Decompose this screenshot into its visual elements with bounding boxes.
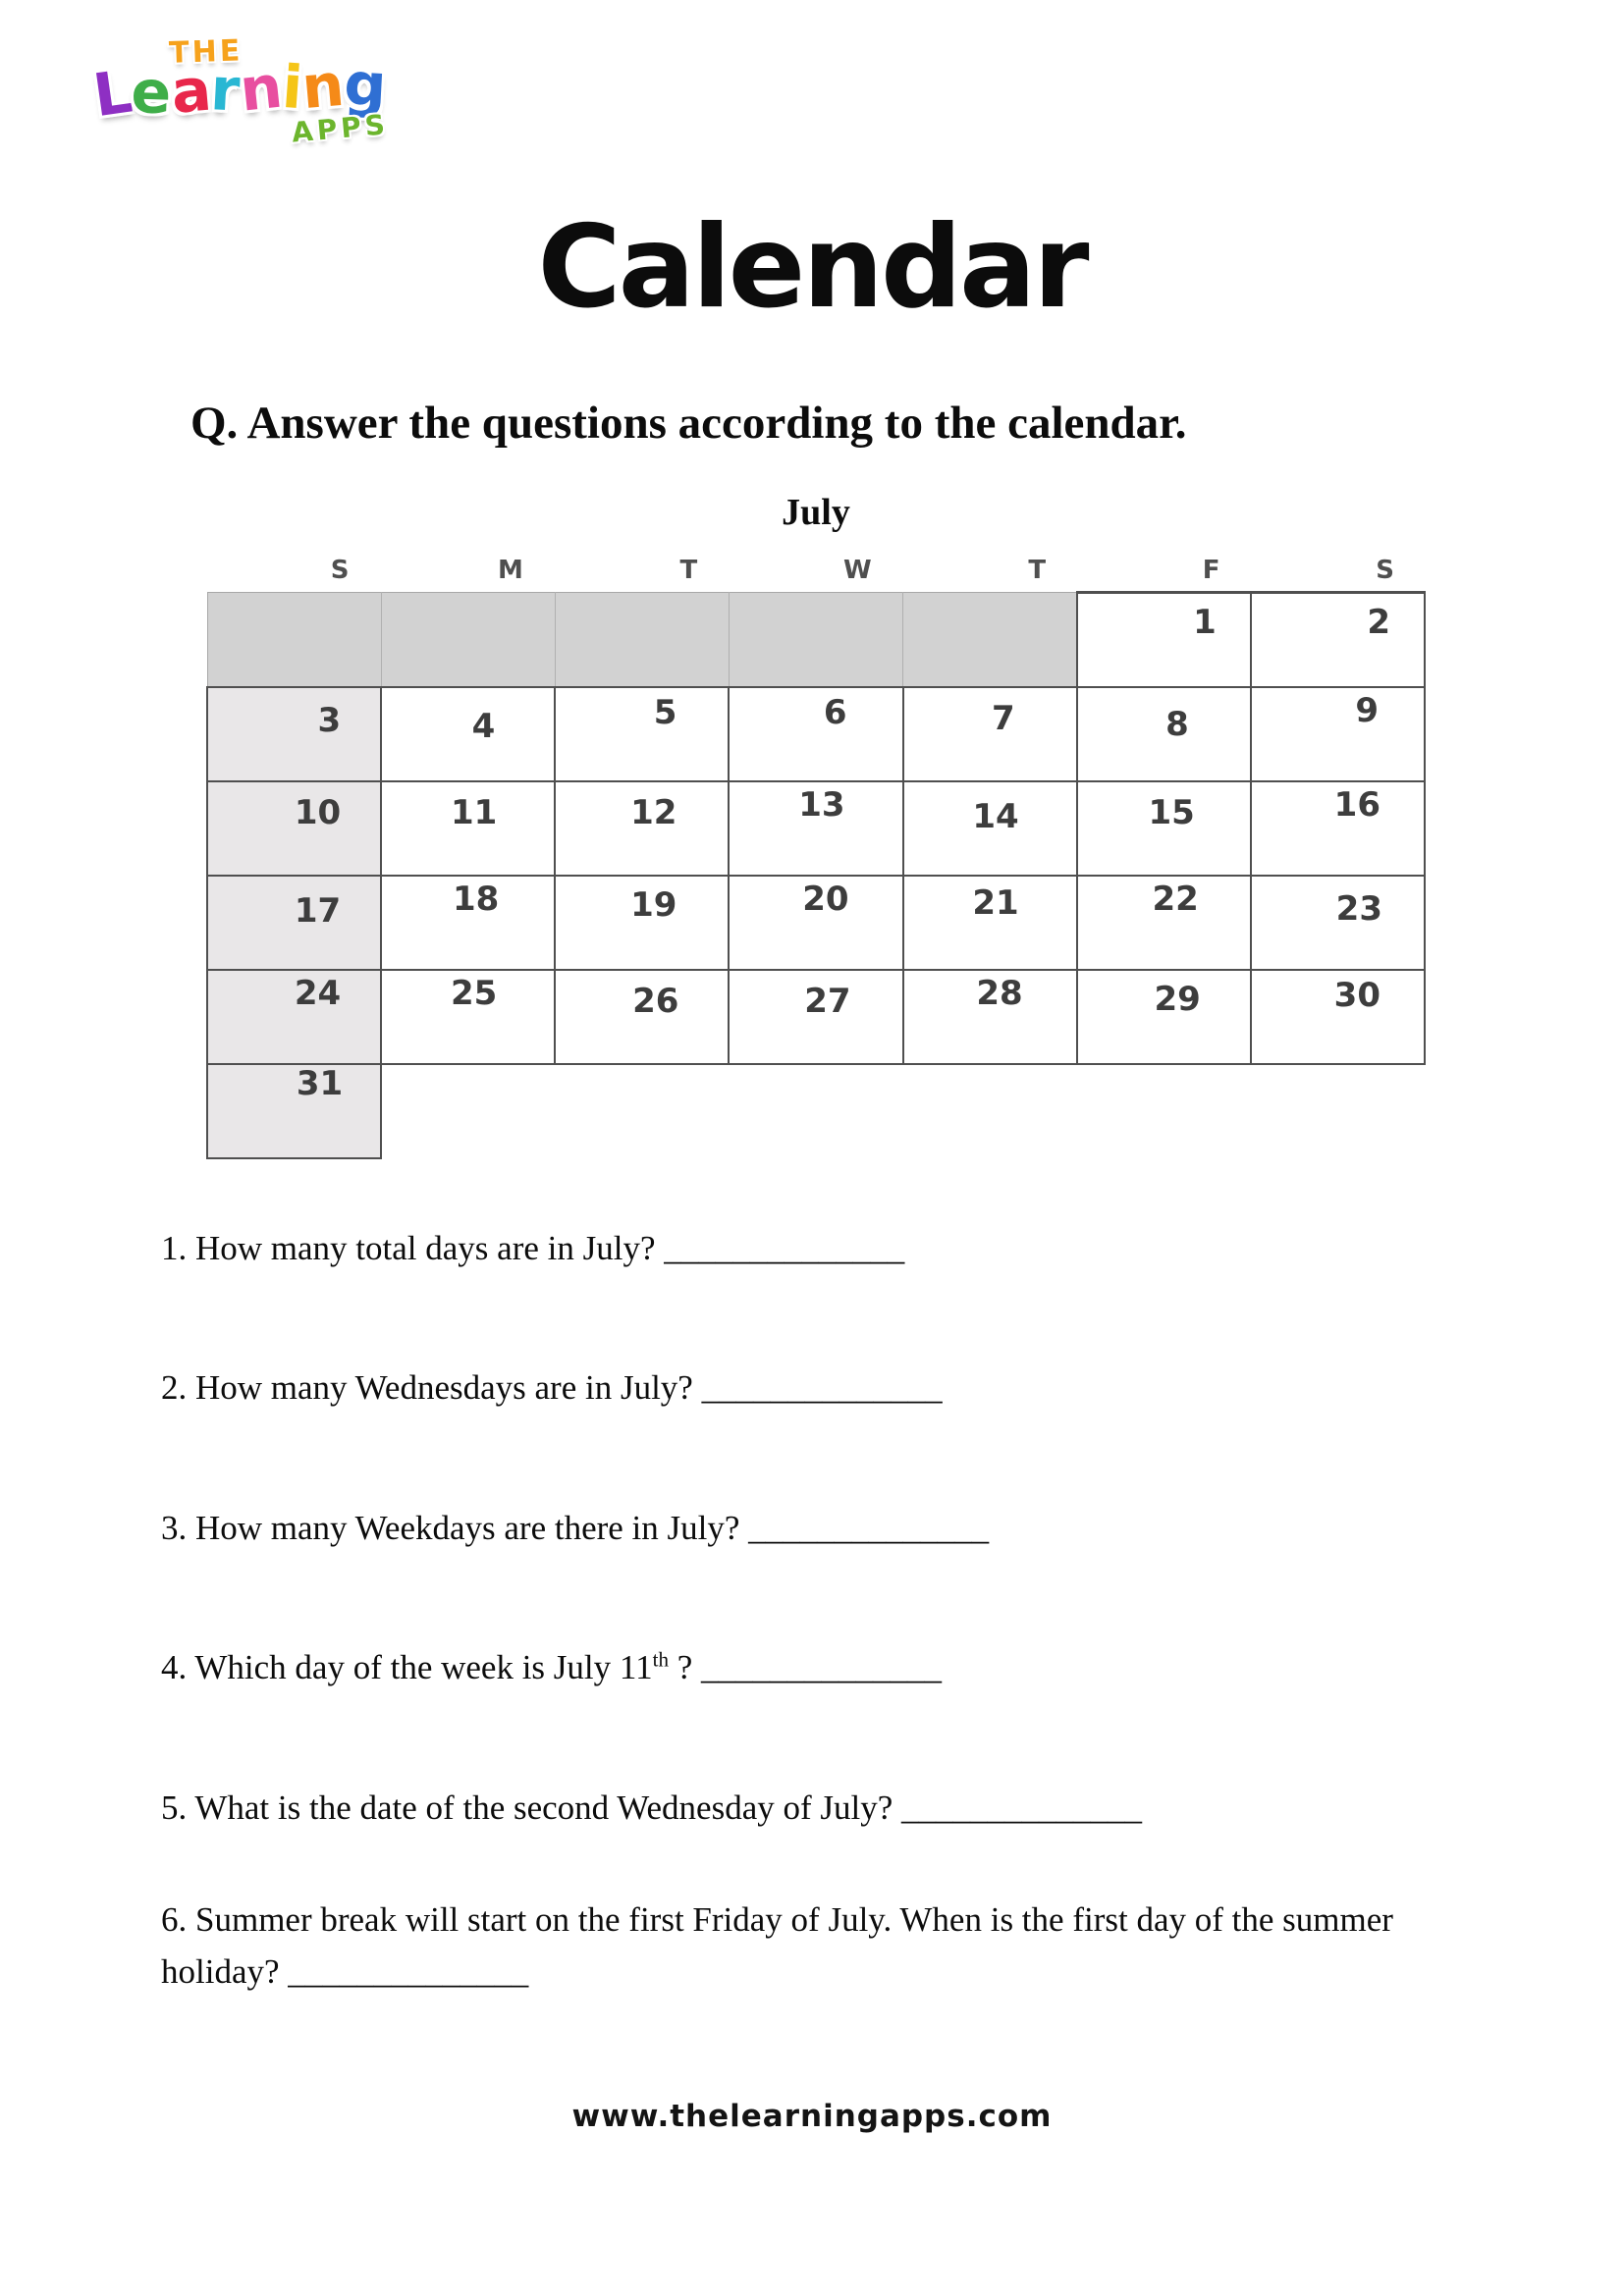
day-number: 6 [823, 693, 847, 732]
calendar-month-title: July [782, 492, 850, 533]
calendar-empty-cell [555, 593, 729, 688]
calendar-day-cell [1251, 781, 1425, 876]
calendar-grid [206, 591, 1426, 1159]
day-number: 3 [317, 701, 342, 740]
day-number: 25 [450, 974, 498, 1013]
calendar-day-cell [1077, 687, 1251, 781]
calendar-week-row [207, 1064, 1425, 1158]
day-number: 27 [804, 982, 851, 1021]
day-number: 31 [296, 1064, 344, 1103]
calendar-day-cell [729, 876, 902, 970]
day-number: 19 [630, 885, 677, 925]
calendar-day-cell [381, 876, 555, 970]
day-number: 22 [1152, 880, 1199, 919]
calendar-day-cell [729, 687, 902, 781]
calendar-day-cell [903, 687, 1077, 781]
day-number: 10 [294, 793, 342, 832]
calendar-day-cell [903, 970, 1077, 1064]
page-title: Calendar [537, 201, 1087, 334]
logo-letter: a [168, 55, 214, 128]
calendar-void-cell [903, 1064, 1077, 1158]
logo-the-text: THE [168, 33, 244, 71]
day-header-thursday: T [1028, 556, 1047, 585]
calendar-day-cell [1251, 970, 1425, 1064]
question-1: 1. How many total days are in July? ______________ [161, 1229, 905, 1267]
calendar-day-cell [903, 876, 1077, 970]
logo-letter: L [88, 57, 136, 132]
calendar-day-cell [555, 687, 729, 781]
website-footer: www.thelearningapps.com [571, 2099, 1053, 2134]
day-number: 18 [452, 880, 500, 919]
question-5: 5. What is the date of the second Wednesday of July? ______________ [161, 1789, 1143, 1827]
day-number: 15 [1148, 793, 1195, 832]
calendar-day-cell [903, 781, 1077, 876]
question-4-suffix: ? ______________ [668, 1648, 942, 1686]
calendar-day-cell [207, 781, 381, 876]
calendar-day-cell [207, 970, 381, 1064]
day-number: 14 [972, 797, 1019, 836]
calendar-empty-cell [381, 593, 555, 688]
calendar-day-cell [555, 781, 729, 876]
calendar-empty-cell [903, 593, 1077, 688]
calendar-day-cell [381, 970, 555, 1064]
day-number: 29 [1154, 980, 1201, 1019]
calendar-empty-cell [207, 593, 381, 688]
calendar-day-cell [729, 970, 902, 1064]
calendar-day-header-row [206, 546, 1426, 591]
calendar-week-row [207, 876, 1425, 970]
logo-apps-text: APPS [290, 108, 391, 149]
day-number: 30 [1333, 976, 1380, 1015]
day-number: 28 [976, 974, 1023, 1013]
day-number: 21 [972, 883, 1019, 923]
calendar-day-cell [555, 970, 729, 1064]
calendar-void-cell [729, 1064, 902, 1158]
calendar-day-cell [1251, 687, 1425, 781]
calendar-day-cell [1251, 876, 1425, 970]
calendar-day-cell [207, 1064, 381, 1158]
calendar-day-cell [207, 876, 381, 970]
day-number: 2 [1367, 603, 1390, 642]
question-4-prefix: 4. Which day of the week is July 11 [161, 1648, 653, 1686]
logo-letter: e [130, 57, 173, 129]
logo-letter: n [237, 52, 286, 126]
day-header-sunday: S [330, 556, 350, 585]
day-number: 13 [798, 785, 845, 825]
question-4 [161, 1642, 1467, 1694]
calendar-week-row [207, 593, 1425, 688]
question-6: 6. Summer break will start on the first Friday of July. When is the first day of the summer holiday? ______________ [161, 1900, 1393, 1991]
day-number: 23 [1335, 889, 1382, 929]
logo-letter: r [209, 55, 243, 126]
calendar-void-cell [555, 1064, 729, 1158]
calendar [206, 491, 1426, 1159]
day-header-monday: M [497, 556, 523, 585]
day-number: 9 [1355, 691, 1379, 730]
day-header-saturday: S [1376, 556, 1394, 585]
question-2: 2. How many Wednesdays are in July? ______________ [161, 1368, 943, 1407]
calendar-day-cell [381, 781, 555, 876]
learning-apps-logo [88, 27, 411, 176]
day-number: 24 [294, 974, 342, 1013]
calendar-day-cell [1077, 781, 1251, 876]
logo-letter: n [298, 50, 348, 124]
calendar-week-row [207, 970, 1425, 1064]
calendar-day-cell [1077, 593, 1251, 688]
day-number: 8 [1165, 705, 1189, 744]
question-3: 3. How many Weekdays are there in July? ______________ [161, 1509, 990, 1547]
day-number: 16 [1333, 785, 1380, 825]
day-number: 20 [802, 880, 849, 919]
day-header-wednesday: W [843, 556, 872, 585]
day-number: 5 [653, 693, 677, 732]
day-number: 1 [1193, 603, 1217, 642]
calendar-week-row [207, 781, 1425, 876]
day-number: 4 [471, 707, 496, 746]
day-header-friday: F [1202, 556, 1220, 585]
calendar-void-cell [1251, 1064, 1425, 1158]
question-4-ordinal-suffix: th [652, 1647, 669, 1672]
calendar-void-cell [381, 1064, 555, 1158]
calendar-day-cell [1077, 876, 1251, 970]
day-number: 26 [632, 982, 679, 1021]
day-number: 11 [450, 793, 498, 832]
calendar-day-cell [1077, 970, 1251, 1064]
day-number: 17 [294, 891, 342, 931]
calendar-day-cell [729, 781, 902, 876]
day-number: 7 [992, 699, 1015, 738]
logo-letter: i [279, 52, 305, 124]
calendar-day-cell [381, 687, 555, 781]
logo-letter: g [342, 49, 389, 122]
calendar-week-row [207, 687, 1425, 781]
calendar-day-cell [555, 876, 729, 970]
day-number: 12 [630, 793, 677, 832]
calendar-day-cell [207, 687, 381, 781]
calendar-day-cell [1251, 593, 1425, 688]
calendar-empty-cell [729, 593, 902, 688]
calendar-void-cell [1077, 1064, 1251, 1158]
question-prompt: Q. Answer the questions according to the calendar. [190, 398, 1187, 449]
day-header-tuesday: T [679, 556, 698, 585]
